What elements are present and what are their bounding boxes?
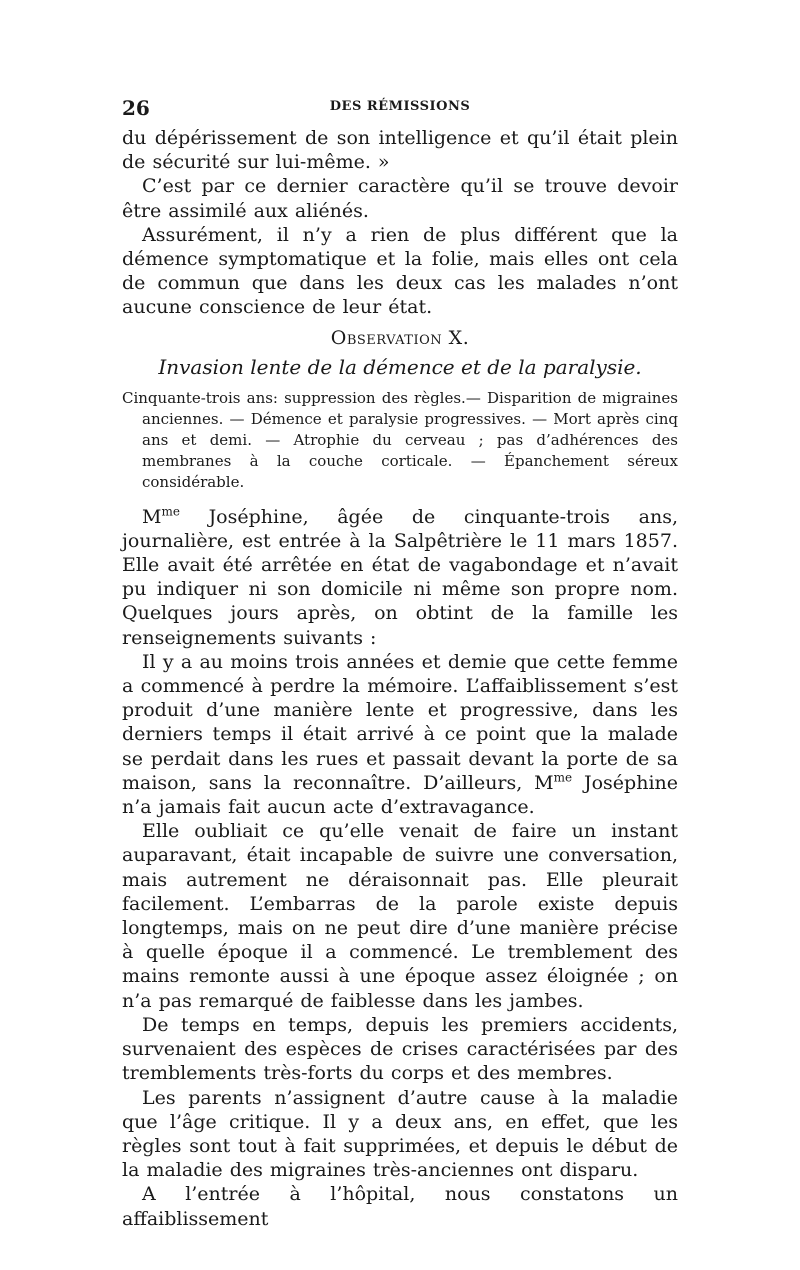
paragraph-text: Joséphine n’a jamais fait aucun acte d’extravagance. [122,771,679,819]
book-page [122,96,678,1231]
running-head-title: DES RÉMISSIONS [329,99,471,114]
title-superscript: me [553,770,573,785]
paragraph [122,505,678,650]
paragraph: De temps en temps, depuis les premiers accidents, survenaient des espèces de crises caractérisées par des tremblements très-forts du corps et des membres. [122,1013,678,1085]
paragraph: Elle oubliait ce qu’elle venait de faire un instant auparavant, était incapable de suivre une conversation, mais autrement ne déraisonnait pas. Elle pleurait facilement. L’embarras de la parole existe depuis longtemps, mais on ne peut dire d’une manière précise à quelle époque il a commencé. Le tremblement des mains remonte aussi à une époque assez éloignée ; on n’a pas remarqué de faiblesse dans les jambes. [122,820,678,1012]
title-superscript: me [161,504,180,519]
paragraph [122,650,678,819]
observation-summary: Cinquante-trois ans: suppression des règles.— Disparition de migraines anciennes. — Démence et paralysie progressives. — Mort après cinq ans et demi. — Atrophie du cerveau ; pas d’adhérences des membranes à la couche corticale. — Épanchement séreux considérable. [122,388,678,491]
observation-subtitle: Invasion lente de la démence et de la paralysie. [158,354,642,379]
title-prefix: M [142,505,162,528]
paragraph-text: Il y a au moins trois années et demie que cette femme a commencé à perdre la mémoire. L’affaiblissement s’est produit d’une manière lente et progressive, dans les derniers temps il était arrivé à ce point que la malade se perdait dans les rues et passait devant la porte de sa maison, sans la reconnaître. D’ailleurs, M [122,650,678,794]
running-head [122,96,678,126]
page-number: 26 [122,96,150,120]
observation-title: Observation X. [330,326,470,349]
paragraph-text: Joséphine, âgée de cinquante-trois ans, journalière, est entrée à la Salpêtrière le 11 mars 1857. Elle avait été arrêtée en état de vagabondage et n’avait pu indiquer ni son domicile ni même son propre nom. Quelques jours après, on obtint de la famille les renseignements suivants : [122,505,678,649]
paragraph: Les parents n’assignent d’autre cause à la maladie que l’âge critique. Il y a deux ans, en effet, que les règles sont tout à fait supprimées, et depuis le début de la maladie des migraines très-anciennes ont disparu. [122,1086,678,1182]
paragraph: C’est par ce dernier caractère qu’il se trouve devoir être assimilé aux aliénés. [122,175,678,222]
paragraph: A l’entrée à l’hôpital, nous constatons un affaiblissement [122,1183,678,1230]
paragraph: Assurément, il n’y a rien de plus différent que la démence symptomatique et la folie, mais elles ont cela de commun que dans les deux cas les malades n’ont aucune conscience de leur état. [122,223,678,319]
paragraph-continuation: du dépérissement de son intelligence et qu’il était plein de sécurité sur lui-même. » [122,127,678,174]
